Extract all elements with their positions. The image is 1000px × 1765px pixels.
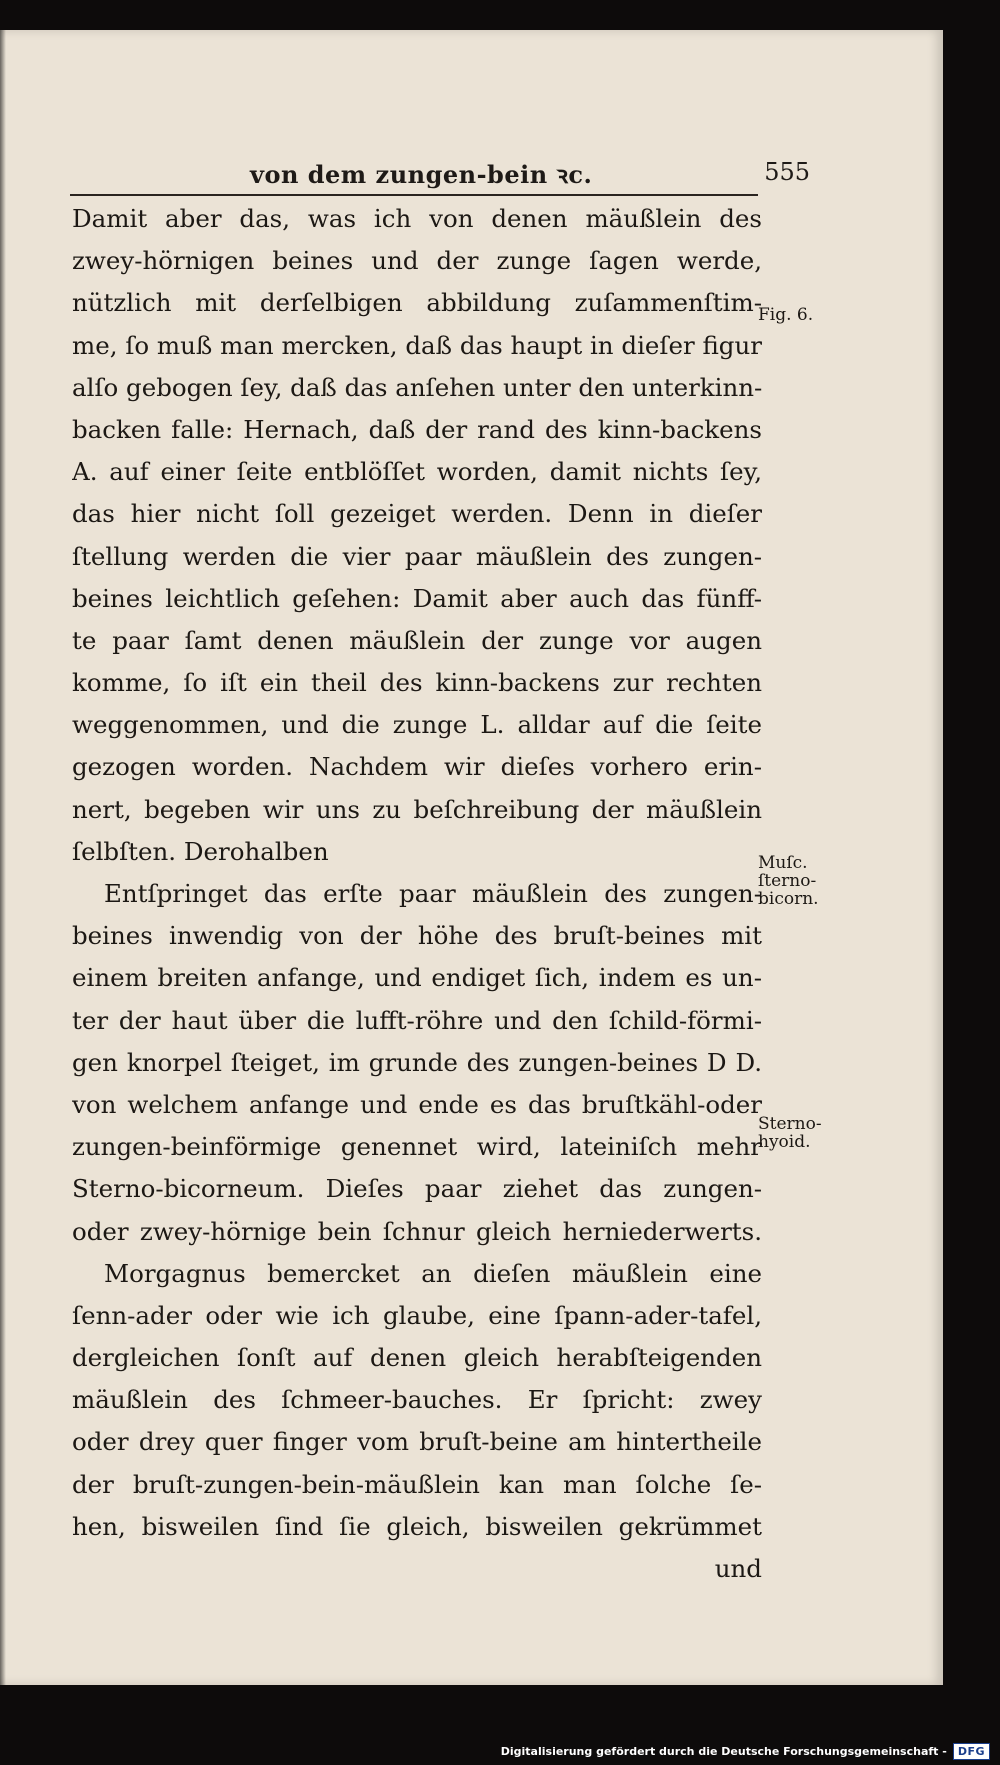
text-line: backen falle: Hernach, daß der rand des kinn-backens	[72, 414, 762, 444]
text-line: ſelbſten. Derohalben	[72, 836, 329, 866]
margin-note-line: ſterno-	[758, 871, 817, 891]
margin-note-figure: Fig. 6.	[758, 305, 814, 325]
footer-credit: Digitalisierung gefördert durch die Deutsche Forschungsgemeinschaft -	[500, 1744, 947, 1758]
margin-note-line: bicorn.	[758, 889, 819, 909]
text-line: von welchem anfange und ende es das bruſtkähl-oder	[72, 1089, 762, 1119]
text-line: Entſpringet das erſte paar mäußlein des zungen-	[104, 879, 762, 908]
text-line: das hier nicht ſoll gezeiget werden. Denn in dieſer	[72, 499, 762, 529]
margin-note-line: Sterno-	[758, 1114, 822, 1134]
text-line: Morgagnus bemercket an dieſen mäußlein eine	[104, 1258, 762, 1288]
text-line: zwey-hörnigen beines und der zunge ſagen werde,	[72, 246, 762, 276]
text-line: ſtellung werden die vier paar mäußlein des zungen-	[72, 541, 762, 571]
header-rule	[70, 194, 758, 196]
text-line: dergleichen ſonſt auf denen gleich herabſteigenden	[72, 1343, 762, 1373]
book-page	[0, 30, 943, 1685]
dfg-logo: DFG	[953, 1743, 990, 1760]
margin-note-line: Muſc.	[758, 853, 808, 873]
text-line: alſo gebogen ſey, daß das anſehen unter den unterkinn-	[72, 372, 762, 402]
text-line: mäußlein des ſchmeer-bauches. Er ſpricht: zwey	[72, 1385, 762, 1415]
text-line: zungen-beinförmige genennet wird, lateiniſch mehr	[72, 1132, 762, 1162]
text-line: A. auf einer ſeite entblöſſet worden, damit nichts ſey,	[72, 457, 762, 487]
text-line: te paar ſamt denen mäußlein der zunge vor augen	[72, 625, 762, 655]
text-line: gen knorpel ſteiget, im grunde des zungen-beines D D.	[72, 1047, 762, 1077]
text-line: hen, bisweilen ſind ſie gleich, bisweilen gekrümmet	[72, 1511, 762, 1541]
text-line: oder drey quer finger vom bruſt-beine am hintertheile	[72, 1427, 762, 1457]
body-text	[72, 198, 762, 1590]
running-title: von dem zungen-bein ꝛc.	[250, 160, 593, 189]
text-line: Damit aber das, was ich von denen mäußlein des	[72, 204, 762, 233]
text-line: ter der haut über die lufft-röhre und den ſchild-förmi-	[72, 1005, 762, 1035]
text-line: beines inwendig von der höhe des bruſt-beines mit	[72, 921, 762, 951]
text-line: nützlich mit derſelbigen abbildung zuſammenſtim-	[72, 288, 762, 318]
text-line: nert, begeben wir uns zu beſchreibung der mäußlein	[72, 794, 762, 824]
text-line: Sterno-bicorneum. Dieſes paar ziehet das zungen-	[72, 1174, 762, 1204]
margin-note-line: hyoid.	[758, 1132, 811, 1152]
margin-note-musc	[758, 854, 853, 908]
text-line: der bruſt-zungen-bein-mäußlein kan man ſolche ſe-	[72, 1469, 762, 1499]
margin-note-sterno-hyoid	[758, 1115, 853, 1151]
text-line: oder zwey-hörnige bein ſchnur gleich herniederwerts.	[72, 1216, 762, 1246]
catchword: und	[714, 1554, 762, 1583]
text-line: gezogen worden. Nachdem wir dieſes vorhero erin-	[72, 752, 762, 782]
text-line: einem breiten anfange, und endiget ſich, indem es un-	[72, 963, 762, 993]
page-header	[250, 158, 810, 188]
text-line: ſenn-ader oder wie ich glaube, eine ſpann-ader-tafel,	[72, 1300, 762, 1330]
text-line: weggenommen, und die zunge L. alldar auf die ſeite	[72, 710, 762, 740]
page-number: 555	[764, 158, 810, 186]
text-line: me, ſo muß man mercken, daß das haupt in dieſer figur	[72, 330, 762, 360]
text-line: beines leichtlich geſehen: Damit aber auch das fünff-	[72, 583, 762, 613]
text-line: komme, ſo iſt ein theil des kinn-backens zur rechten	[72, 668, 762, 698]
digitization-footer	[501, 1740, 990, 1762]
